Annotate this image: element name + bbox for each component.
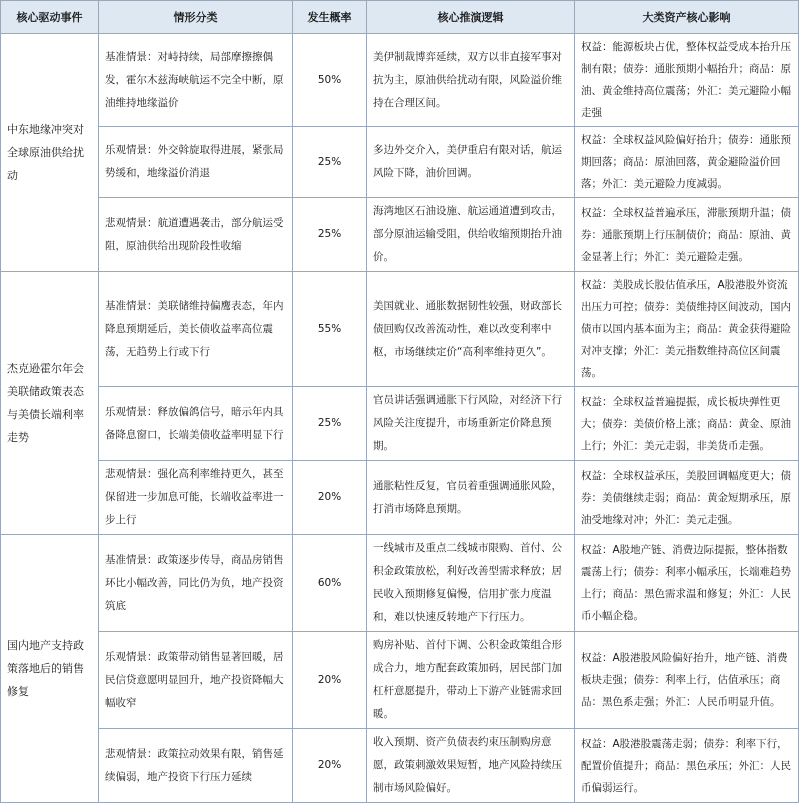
table-row — [1, 729, 799, 803]
scenario-cell: 乐观情景：外交斡旋取得进展，紧张局势缓和，地缘溢价消退 — [99, 127, 293, 198]
logic-cell: 美国就业、通胀数据韧性较强，财政部长债回购仅改善流动性，难以改变利率中枢，市场继续定价“高利率维持更久”。 — [367, 272, 575, 387]
header-scenario: 情形分类 — [99, 1, 293, 34]
header-probability: 发生概率 — [293, 1, 367, 34]
impact-cell: 权益：全球权益普遍承压，滞胀预期升温；债券：通胀预期上行压制债价；商品：原油、黄金显著上行；外汇：美元避险走强。 — [575, 198, 799, 272]
impact-cell: 权益：A股港股震荡走弱；债券：利率下行，配置价值提升；商品：黑色承压；外汇：人民币偏弱运行。 — [575, 729, 799, 803]
logic-cell: 收入预期、资产负债表约束压制购房意愿，政策刺激效果短暂，地产风险持续压制市场风险偏好。 — [367, 729, 575, 803]
header-row — [1, 1, 799, 34]
impact-cell: 权益：全球权益普遍提振，成长板块弹性更大；债券：美债价格上涨；商品：黄金、原油上行；外汇：美元走弱，非美货币走强。 — [575, 387, 799, 461]
logic-cell: 美伊制裁博弈延续，双方以非直接军事对抗为主，原油供给扰动有限，风险溢价维持在合理区间。 — [367, 34, 575, 127]
probability-cell: 20% — [293, 461, 367, 535]
table-row — [1, 535, 799, 632]
probability-cell: 25% — [293, 198, 367, 272]
driver-event-cell: 国内地产支持政策落地后的销售修复 — [1, 535, 99, 803]
driver-event-cell: 中东地缘冲突对全球原油供给扰动 — [1, 34, 99, 272]
logic-cell: 海湾地区石油设施、航运通道遭到攻击，部分原油运输受阻，供给收缩预期抬升油价。 — [367, 198, 575, 272]
impact-cell: 权益：能源板块占优，整体权益受成本抬升压制有限；债券：通胀预期小幅抬升；商品：原油、黄金维持高位震荡；外汇：美元避险小幅走强 — [575, 34, 799, 127]
table-row — [1, 272, 799, 387]
scenario-cell: 悲观情景：政策拉动效果有限，销售延续偏弱，地产投资下行压力延续 — [99, 729, 293, 803]
table-row — [1, 632, 799, 729]
logic-cell: 购房补贴、首付下调、公积金政策组合形成合力，地方配套政策加码，居民部门加杠杆意愿提升，带动上下游产业链需求回暖。 — [367, 632, 575, 729]
scenario-cell: 乐观情景：释放偏鸽信号，暗示年内具备降息窗口，长端美债收益率明显下行 — [99, 387, 293, 461]
impact-cell: 权益：A股港股风险偏好抬升，地产链、消费板块走强；债券：利率上行，估值承压；商品：黑色系走强；外汇：人民币明显升值。 — [575, 632, 799, 729]
probability-cell: 25% — [293, 127, 367, 198]
impact-cell: 权益：美股成长股估值承压，A股港股外资流出压力可控；债券：美债维持区间波动，国内债市以国内基本面为主；商品：黄金获得避险对冲支撑；外汇：美元指数维持高位区间震荡。 — [575, 272, 799, 387]
impact-cell: 权益：全球权益承压，美股回调幅度更大；债券：美债继续走弱；商品：黄金短期承压，原油受地缘对冲；外汇：美元走强。 — [575, 461, 799, 535]
probability-cell: 55% — [293, 272, 367, 387]
probability-cell: 20% — [293, 729, 367, 803]
table-row — [1, 34, 799, 127]
logic-cell: 通胀粘性反复，官员着重强调通胀风险，打消市场降息预期。 — [367, 461, 575, 535]
probability-cell: 60% — [293, 535, 367, 632]
table-row — [1, 461, 799, 535]
probability-cell: 50% — [293, 34, 367, 127]
header-driver-event: 核心驱动事件 — [1, 1, 99, 34]
scenario-cell: 基准情景：政策逐步传导，商品房销售环比小幅改善，同比仍为负，地产投资筑底 — [99, 535, 293, 632]
logic-cell: 多边外交介入，美伊重启有限对话，航运风险下降，油价回调。 — [367, 127, 575, 198]
scenario-cell: 乐观情景：政策带动销售显著回暖，居民信贷意愿明显回升，地产投资降幅大幅收窄 — [99, 632, 293, 729]
scenario-cell: 悲观情景：强化高利率维持更久，甚至保留进一步加息可能，长端收益率进一步上行 — [99, 461, 293, 535]
probability-cell: 25% — [293, 387, 367, 461]
scenario-cell: 悲观情景：航道遭遇袭击，部分航运受阻，原油供给出现阶段性收缩 — [99, 198, 293, 272]
logic-cell: 一线城市及重点二线城市限购、首付、公积金政策放松，利好改善型需求释放；居民收入预期修复偏慢，信用扩张力度温和，难以快速反转地产下行压力。 — [367, 535, 575, 632]
impact-cell: 权益：全球权益风险偏好抬升；债券：通胀预期回落；商品：原油回落，黄金避险溢价回落；外汇：美元避险力度减弱。 — [575, 127, 799, 198]
impact-cell: 权益：A股地产链、消费边际提振，整体指数震荡上行；债券：利率小幅承压，长端难趋势上行；商品：黑色需求温和修复；外汇：人民币小幅企稳。 — [575, 535, 799, 632]
table-row — [1, 127, 799, 198]
driver-event-cell: 杰克逊霍尔年会美联储政策表态与美债长端利率走势 — [1, 272, 99, 535]
logic-cell: 官员讲话强调通胀下行风险，对经济下行风险关注度提升，市场重新定价降息预期。 — [367, 387, 575, 461]
header-asset-impact: 大类资产核心影响 — [575, 1, 799, 34]
table-row — [1, 198, 799, 272]
probability-cell: 20% — [293, 632, 367, 729]
table-row — [1, 387, 799, 461]
scenario-cell: 基准情景：美联储维持偏鹰表态，年内降息预期延后，美长债收益率高位震荡，无趋势上行或下行 — [99, 272, 293, 387]
scenario-cell: 基准情景：对峙持续，局部摩擦擦偶发，霍尔木兹海峡航运不完全中断，原油维持地缘溢价 — [99, 34, 293, 127]
header-logic: 核心推演逻辑 — [367, 1, 575, 34]
